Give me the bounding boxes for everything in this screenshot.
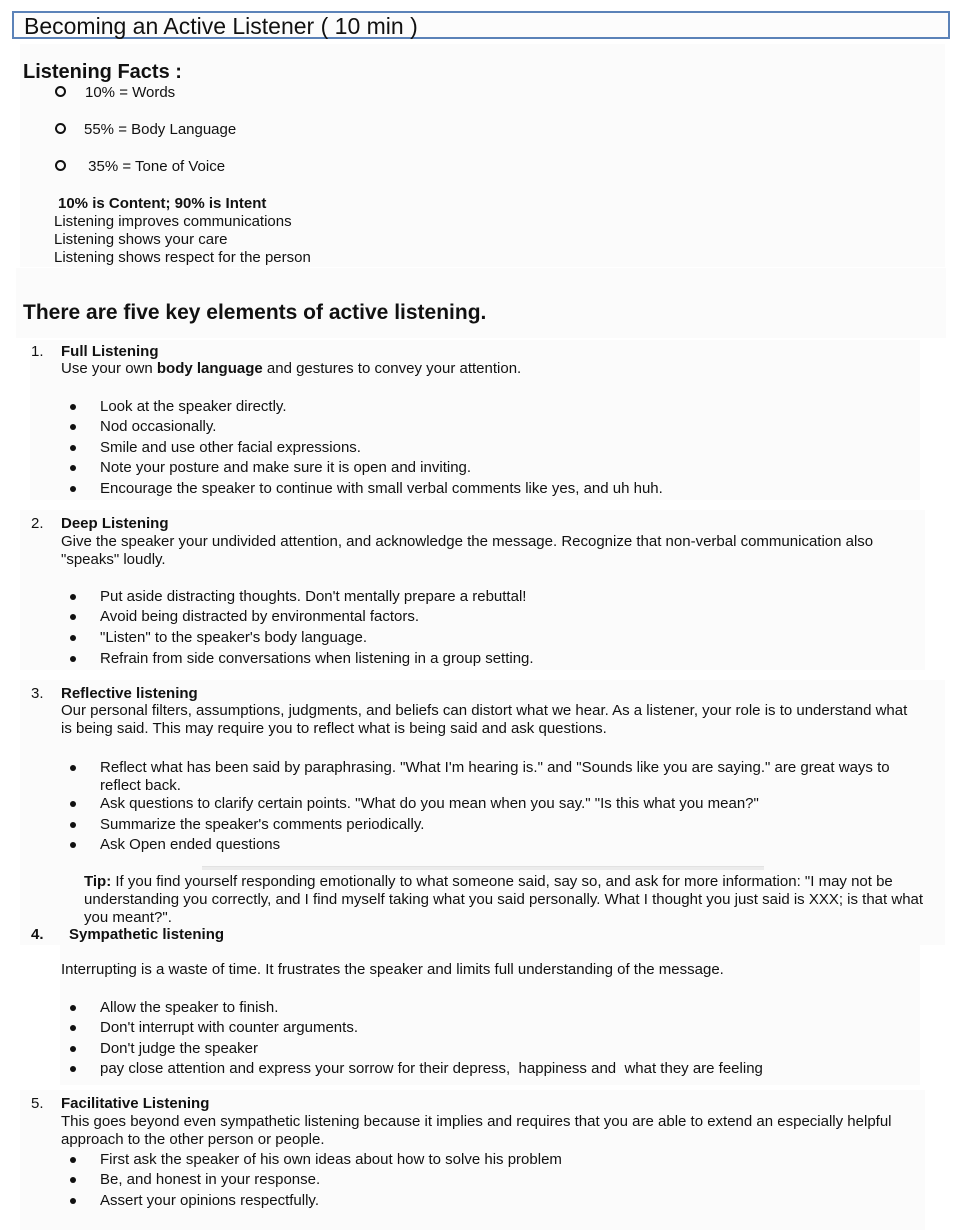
list-item: Ask Open ended questions <box>100 836 281 853</box>
list-item: Note your posture and make sure it is open and inviting. <box>100 459 472 476</box>
bullet-icon <box>70 1005 76 1011</box>
desc-text: and gestures to convey your attention. <box>262 360 522 377</box>
section-title: Deep Listening <box>61 515 169 532</box>
list-item: Reflect what has been said by paraphrasing. "What I'm hearing is." and "Sounds like you are saying." are great ways to reflect back. <box>100 759 890 794</box>
bullet-icon <box>70 801 76 807</box>
bullet-icon <box>70 1066 76 1072</box>
list-item: Put aside distracting thoughts. Don't mentally prepare a rebuttal! <box>100 588 527 605</box>
fact-item: 10% = Words <box>85 84 176 101</box>
bullet-icon <box>70 614 76 620</box>
section-desc: Interrupting is a waste of time. It frustrates the speaker and limits full understanding of the message. <box>61 961 724 978</box>
elements-heading: There are five key elements of active listening. <box>23 301 487 324</box>
section-desc: Give the speaker your undivided attention, and acknowledge the message. Recognize that non-verbal communication also "speaks" loudly. <box>61 533 874 568</box>
fact-item: 55% = Body Language <box>84 121 237 138</box>
list-item: First ask the speaker of his own ideas about how to solve his problem <box>100 1151 562 1168</box>
circle-bullet-icon <box>55 160 66 171</box>
bullet-icon <box>70 1157 76 1163</box>
facts-heading: Listening Facts : <box>23 61 182 83</box>
list-item: Summarize the speaker's comments periodically. <box>100 816 425 833</box>
list-item: pay close attention and express your sorrow for their depress, happiness and what they are feeling <box>100 1060 763 1077</box>
circle-bullet-icon <box>55 123 66 134</box>
bullet-icon <box>70 822 76 828</box>
list-item: Don't interrupt with counter arguments. <box>100 1019 358 1036</box>
section-title: Full Listening <box>61 343 159 360</box>
list-item: Allow the speaker to finish. <box>100 999 279 1016</box>
section-number: 2. <box>31 515 44 532</box>
bullet-icon <box>70 635 76 641</box>
tip-text: If you find yourself responding emotionally to what someone said, say so, and ask for more information: "I may not be understanding you correctly, and I find myself taking what you said personally. What I thought you just said is XXX; is that what you meant?". <box>84 873 924 926</box>
bullet-icon <box>70 594 76 600</box>
bullet-icon <box>70 1025 76 1031</box>
bullet-icon <box>70 656 76 662</box>
section-title: Sympathetic listening <box>69 926 225 943</box>
list-item: Don't judge the speaker <box>100 1040 258 1057</box>
section-number: 4. <box>31 926 44 943</box>
list-item: "Listen" to the speaker's body language. <box>100 629 368 646</box>
section-title: Reflective listening <box>61 685 198 702</box>
bullet-icon <box>70 486 76 492</box>
section-number: 1. <box>31 343 44 360</box>
list-item: Nod occasionally. <box>100 418 217 435</box>
list-item: Assert your opinions respectfully. <box>100 1192 319 1209</box>
facts-line: Listening improves communications <box>54 213 292 230</box>
tip-label: Tip: <box>84 873 112 890</box>
bullet-icon <box>70 842 76 848</box>
facts-line: Listening shows respect for the person <box>54 249 311 266</box>
desc-text: Use your own <box>61 360 157 377</box>
desc-bold: body language <box>156 360 263 377</box>
circle-bullet-icon <box>55 86 66 97</box>
bullet-icon <box>70 765 76 771</box>
bullet-icon <box>70 1177 76 1183</box>
list-item: Look at the speaker directly. <box>100 398 287 415</box>
list-item: Refrain from side conversations when listening in a group setting. <box>100 650 534 667</box>
bullet-icon <box>70 465 76 471</box>
title-box <box>12 11 950 39</box>
section-number: 3. <box>31 685 44 702</box>
list-item: Avoid being distracted by environmental factors. <box>100 608 420 625</box>
fact-item: 35% = Tone of Voice <box>84 158 226 175</box>
list-item: Encourage the speaker to continue with small verbal comments like yes, and uh huh. <box>100 480 663 497</box>
section-desc: Our personal filters, assumptions, judgments, and beliefs can distort what we hear. As a listener, your role is to understand what is being said. This may require you to reflect what is being said and ask questions. <box>61 702 908 737</box>
list-item: Smile and use other facial expressions. <box>100 439 361 456</box>
section-number: 5. <box>31 1095 44 1112</box>
facts-summary: 10% is Content; 90% is Intent <box>58 195 267 212</box>
section-title: Facilitative Listening <box>61 1095 210 1112</box>
bullet-icon <box>70 445 76 451</box>
bullet-icon <box>70 1046 76 1052</box>
bullet-icon <box>70 1198 76 1204</box>
tip-divider <box>202 866 764 870</box>
section-desc: This goes beyond even sympathetic listening because it implies and requires that you are able to extend an especially helpful approach to the other person or people. <box>61 1113 892 1148</box>
tip-box <box>84 873 924 927</box>
section-desc <box>61 360 521 378</box>
page-title: Becoming an Active Listener ( 10 min ) <box>24 13 418 39</box>
list-item: Be, and honest in your response. <box>100 1171 321 1188</box>
list-item: Ask questions to clarify certain points. "What do you mean when you say." "Is this what you mean?" <box>100 795 759 812</box>
bullet-icon <box>70 404 76 410</box>
bullet-icon <box>70 424 76 430</box>
facts-line: Listening shows your care <box>54 231 228 248</box>
